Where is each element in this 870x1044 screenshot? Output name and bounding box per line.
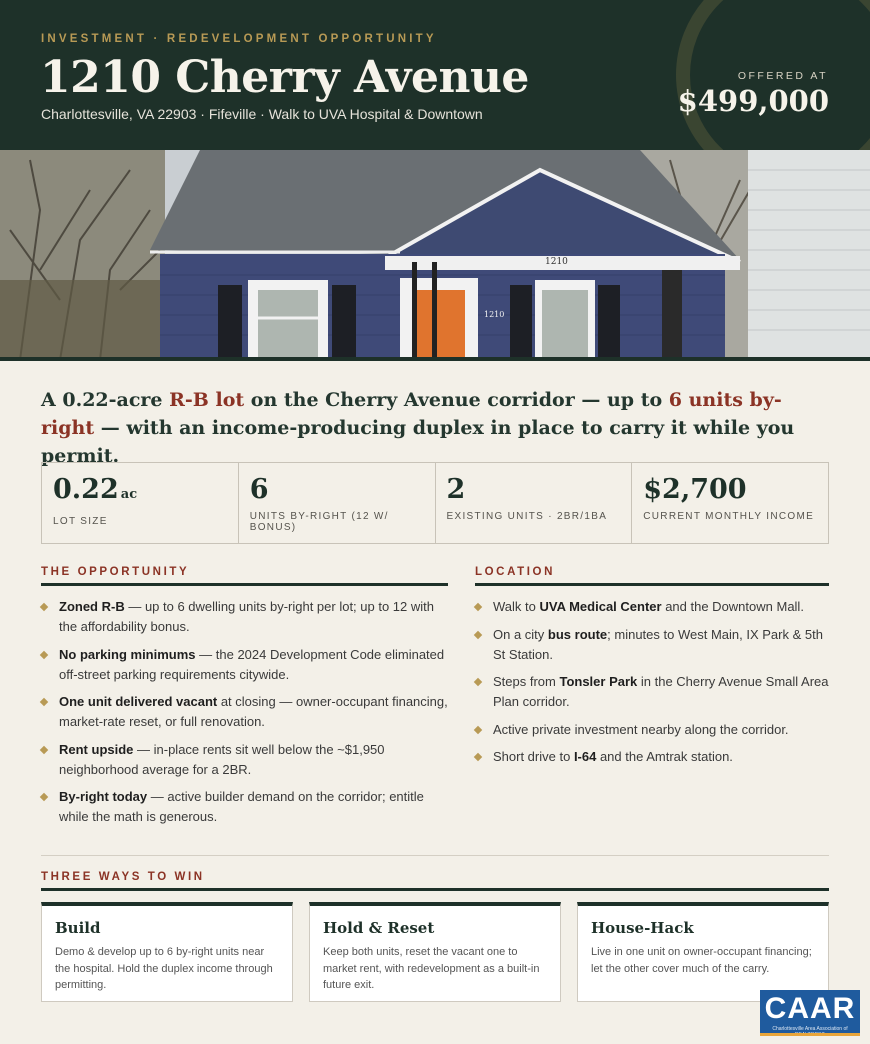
diamond-bullet-icon (40, 793, 48, 801)
item-bold: UVA Medical Center (539, 599, 662, 614)
diamond-bullet-icon (474, 725, 482, 733)
stat-lot-size (42, 463, 239, 543)
item-bold: No parking minimums (59, 646, 196, 662)
item-bold: By-right today (59, 789, 148, 804)
diamond-bullet-icon (474, 753, 482, 761)
header-banner (0, 0, 870, 150)
section-title-location: LOCATION (475, 566, 555, 578)
item-bold: bus route (547, 626, 608, 642)
stat-value: 6 (249, 474, 269, 505)
item-text: and the Downtown Mall. (661, 599, 804, 614)
item-text: and the Amtrak station. (596, 749, 733, 764)
list-item (41, 597, 448, 637)
property-title: 1210 Cherry Avenue (40, 52, 529, 103)
item-text: Walk to (493, 599, 540, 614)
card-title: Build (55, 919, 101, 937)
list-item (475, 672, 829, 712)
card-hold-reset (309, 902, 561, 1002)
section-rule (475, 583, 829, 586)
list-item (41, 787, 448, 827)
property-subline: Charlottesville, VA 22903 · Fifeville · Walk to UVA Hospital & Downtown (41, 106, 483, 122)
item-text: — the 2024 Development Code eliminated off-street parking requirements citywide. (59, 646, 445, 682)
card-house-hack (577, 902, 829, 1002)
eyebrow-text: INVESTMENT · REDEVELOPMENT OPPORTUNITY (41, 33, 437, 45)
diamond-bullet-icon (40, 698, 48, 706)
list-item (475, 747, 829, 767)
caar-logo-bar (760, 1033, 860, 1036)
stat-value-wrap (53, 475, 227, 510)
stats-bar (41, 462, 829, 544)
stat-value: 2 (446, 474, 466, 505)
diamond-bullet-icon (40, 745, 48, 753)
caar-logo-subtitle: Charlottesville Area Association of (772, 1026, 848, 1032)
card-title: House-Hack (591, 919, 694, 937)
opportunity-list (41, 597, 448, 835)
item-bold: One unit delivered vacant (59, 694, 218, 709)
stat-units-by-right (239, 463, 436, 543)
item-text: — up to 6 dwelling units by-right per lot; up to 12 with the affordability bonus. (59, 599, 434, 634)
stat-label: LOT SIZE (53, 516, 108, 527)
diamond-bullet-icon (474, 603, 482, 611)
item-text: — in-place rents sit well below the ~$1,950 neighborhood average for a 2BR. (59, 741, 385, 777)
diamond-bullet-icon (474, 630, 482, 638)
list-item (41, 740, 448, 780)
item-bold: Tonsler Park (559, 674, 638, 689)
headline-part: — with an income-producing duplex in place to carry it while you permit. (41, 417, 795, 467)
item-bold: Zoned R-B (59, 599, 125, 614)
list-item (41, 692, 448, 732)
item-text: at closing — owner-occupant financing, market-rate reset, or full renovation. (59, 694, 448, 729)
card-body: Live in one unit on owner-occupant financing; let the other cover much of the carry. (591, 946, 812, 975)
house-illustration (0, 150, 870, 360)
headline (41, 386, 831, 470)
diamond-bullet-icon (40, 650, 48, 658)
stat-monthly-income (632, 463, 828, 543)
house-photo (0, 150, 870, 360)
headline-part: on the Cherry Avenue corridor — up to (244, 389, 669, 411)
item-text: in the Cherry Avenue Small Area Plan corridor. (493, 674, 829, 709)
item-text: Active private investment nearby along the corridor. (493, 721, 789, 737)
item-text: Steps from (493, 674, 560, 689)
section-rule (41, 888, 829, 891)
photo-bottom-rule (0, 357, 870, 361)
section-divider (41, 855, 829, 856)
list-item (475, 625, 829, 665)
card-body: Demo & develop up to 6 by-right units near the hospital. Hold the duplex income through permitting. (55, 946, 273, 991)
house-number-plate: 1210 (484, 310, 505, 319)
list-item (41, 645, 448, 685)
list-item (475, 597, 829, 617)
stat-label: CURRENT MONTHLY INCOME (643, 511, 815, 522)
stat-unit: ac (120, 487, 138, 502)
headline-highlight-lot: R-B lot (169, 389, 245, 411)
item-text: — active builder demand on the corridor; entitle while the math is generous. (59, 789, 424, 824)
item-bold: I-64 (573, 749, 597, 764)
stat-existing-units (436, 463, 633, 543)
diamond-bullet-icon (40, 603, 48, 611)
caar-logo (760, 990, 860, 1036)
location-list (475, 597, 829, 775)
house-number-sign: 1210 (545, 257, 568, 267)
stat-value: $2,700 (643, 474, 747, 505)
offered-label: OFFERED AT (737, 70, 828, 82)
caar-logo-word: CAAR (764, 992, 856, 1025)
list-item (475, 720, 829, 740)
headline-highlight-units: 6 units by-right (41, 389, 782, 439)
stat-label: EXISTING UNITS · 2BR/1BA (446, 511, 608, 522)
stat-label: UNITS BY-RIGHT (12 W/ BONUS) (249, 511, 389, 533)
card-build (41, 902, 293, 1002)
item-bold: Rent upside (59, 741, 134, 757)
price: $499,000 (677, 84, 829, 118)
diamond-bullet-icon (474, 678, 482, 686)
section-title-ways: THREE WAYS TO WIN (41, 871, 205, 883)
headline-part: A 0.22-acre (41, 389, 170, 411)
section-title-opportunity: THE OPPORTUNITY (41, 566, 190, 578)
item-text: Short drive to (493, 749, 574, 764)
item-text: On a city (493, 626, 548, 642)
stat-value: 0.22 (53, 474, 119, 505)
card-body: Keep both units, reset the vacant one to market rent, with redevelopment as a built-in future exit. (323, 946, 540, 991)
card-title: Hold & Reset (323, 919, 435, 937)
item-text: ; minutes to West Main, IX Park & 5th St Station. (493, 626, 823, 662)
section-rule (41, 583, 448, 586)
